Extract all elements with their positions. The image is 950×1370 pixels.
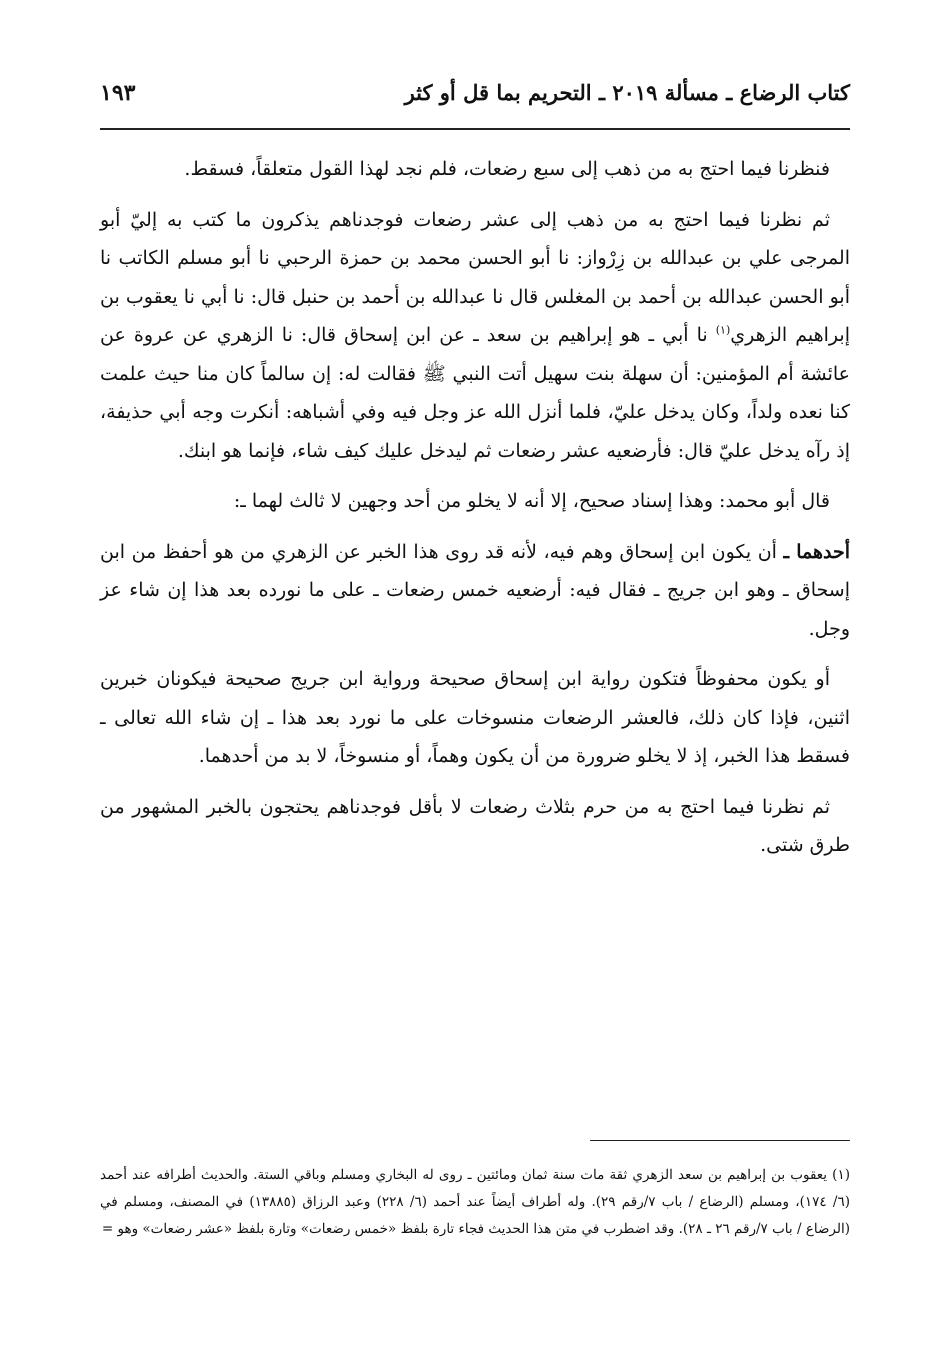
paragraph-lead: أحدهما ـ [783, 540, 850, 563]
paragraph-text: أو يكون محفوظاً فتكون رواية ابن إسحاق صحيحة ورواية ابن جريج صحيحة فيكونان خبرين اثنين، فإذا كان ذلك، فالعشر الرضعات منسوخات على ما نورد بعد هذا ـ إن شاء الله تعالى ـ فسقط هذا الخبر، إذ لا يخلو ضرورة من أن يكون وهماً، أو منسوخاً، لا بد من أحدهما. [100, 668, 850, 767]
paragraph-6 [100, 788, 850, 865]
paragraph-5 [100, 660, 850, 776]
page-number: ١٩٣ [100, 80, 136, 106]
paragraph-text: قال أبو محمد: وهذا إسناد صحيح، إلا أنه لا يخلو من أحد وجهين لا ثالث لهما ـ: [233, 490, 830, 512]
footnotes [100, 1162, 850, 1243]
footnote-reference[interactable]: (١) [715, 323, 731, 337]
footnote-rule [590, 1140, 850, 1141]
running-head: كتاب الرضاع ـ مسألة ٢٠١٩ ـ التحريم بما قل أو كثر [404, 80, 850, 105]
paragraph-text: نا أبي ـ هو إبراهيم بن سعد ـ عن ابن إسحاق قال: نا الزهري عن عروة عن عائشة أم المؤمنين: أن سهلة بنت سهيل أتت النبي ﷺ فقالت له: إن سالماً كان منا حيث علمت كنا نعده ولداً، وكان يدخل عليّ، فلما أنزل الله عز وجل فيه وفي أشباهه: أنكرت وجه أبي حذيفة، إذ رآه يدخل عليّ قال: فأرضعيه عشر رضعات ثم ليدخل عليك كيف شاء، فإنما هو ابنك. [100, 324, 850, 462]
paragraph-1 [100, 150, 850, 189]
footnote-1: (١) يعقوب بن إبراهيم بن سعد الزهري ثقة مات سنة ثمان ومائتين ـ روى له البخاري ومسلم وباقي الستة. والحديث أطرافه عند أحمد (٦/ ١٧٤)، ومسلم (الرضاع / باب ٧/رقم ٢٩). وله أطراف أيضاً عند أحمد (٦/ ٢٢٨) وعبد الرزاق (١٣٨٨٥) في المصنف، ومسلم في (الرضاع / باب ٧/رقم ٢٦ ـ ٢٨). وقد اضطرب في متن هذا الحديث فجاء تارة بلفظ «خمس رضعات» وتارة بلفظ «عشر رضعات» وهو = [100, 1167, 850, 1237]
paragraph-4 [100, 533, 850, 649]
body-text [100, 150, 850, 877]
paragraph-text: فنظرنا فيما احتج به من ذهب إلى سبع رضعات، فلم نجد لهذا القول متعلقاً، فسقط. [184, 158, 830, 180]
paragraph-3 [100, 482, 850, 521]
paragraph-text: ثم نظرنا فيما احتج به من ذهب إلى عشر رضعات فوجدناهم يذكرون ما كتب به إليّ أبو المرجى علي بن عبدالله بن زِرْواز: نا أبو الحسن محمد بن حمزة الرحبي نا أبو مسلم الكاتب نا أبو الحسن عبدالله بن أحمد بن المغلس قال نا عبدالله بن أحمد بن حنبل قال: نا أبي نا يعقوب بن إبراهيم الزهري [100, 208, 850, 346]
header-rule [100, 128, 850, 130]
page-header [100, 80, 850, 130]
paragraph-text: ثم نظرنا فيما احتج به من حرم بثلاث رضعات لا بأقل فوجدناهم يحتجون بالخبر المشهور من طرق شتى. [100, 795, 850, 856]
paragraph-text: أن يكون ابن إسحاق وهم فيه، لأنه قد روى هذا الخبر عن الزهري من هو أحفظ من ابن إسحاق ـ وهو ابن جريج ـ فقال فيه: أرضعيه خمس رضعات ـ على ما نورده بعد هذا إن شاء عز وجل. [100, 540, 850, 640]
paragraph-2 [100, 201, 850, 471]
